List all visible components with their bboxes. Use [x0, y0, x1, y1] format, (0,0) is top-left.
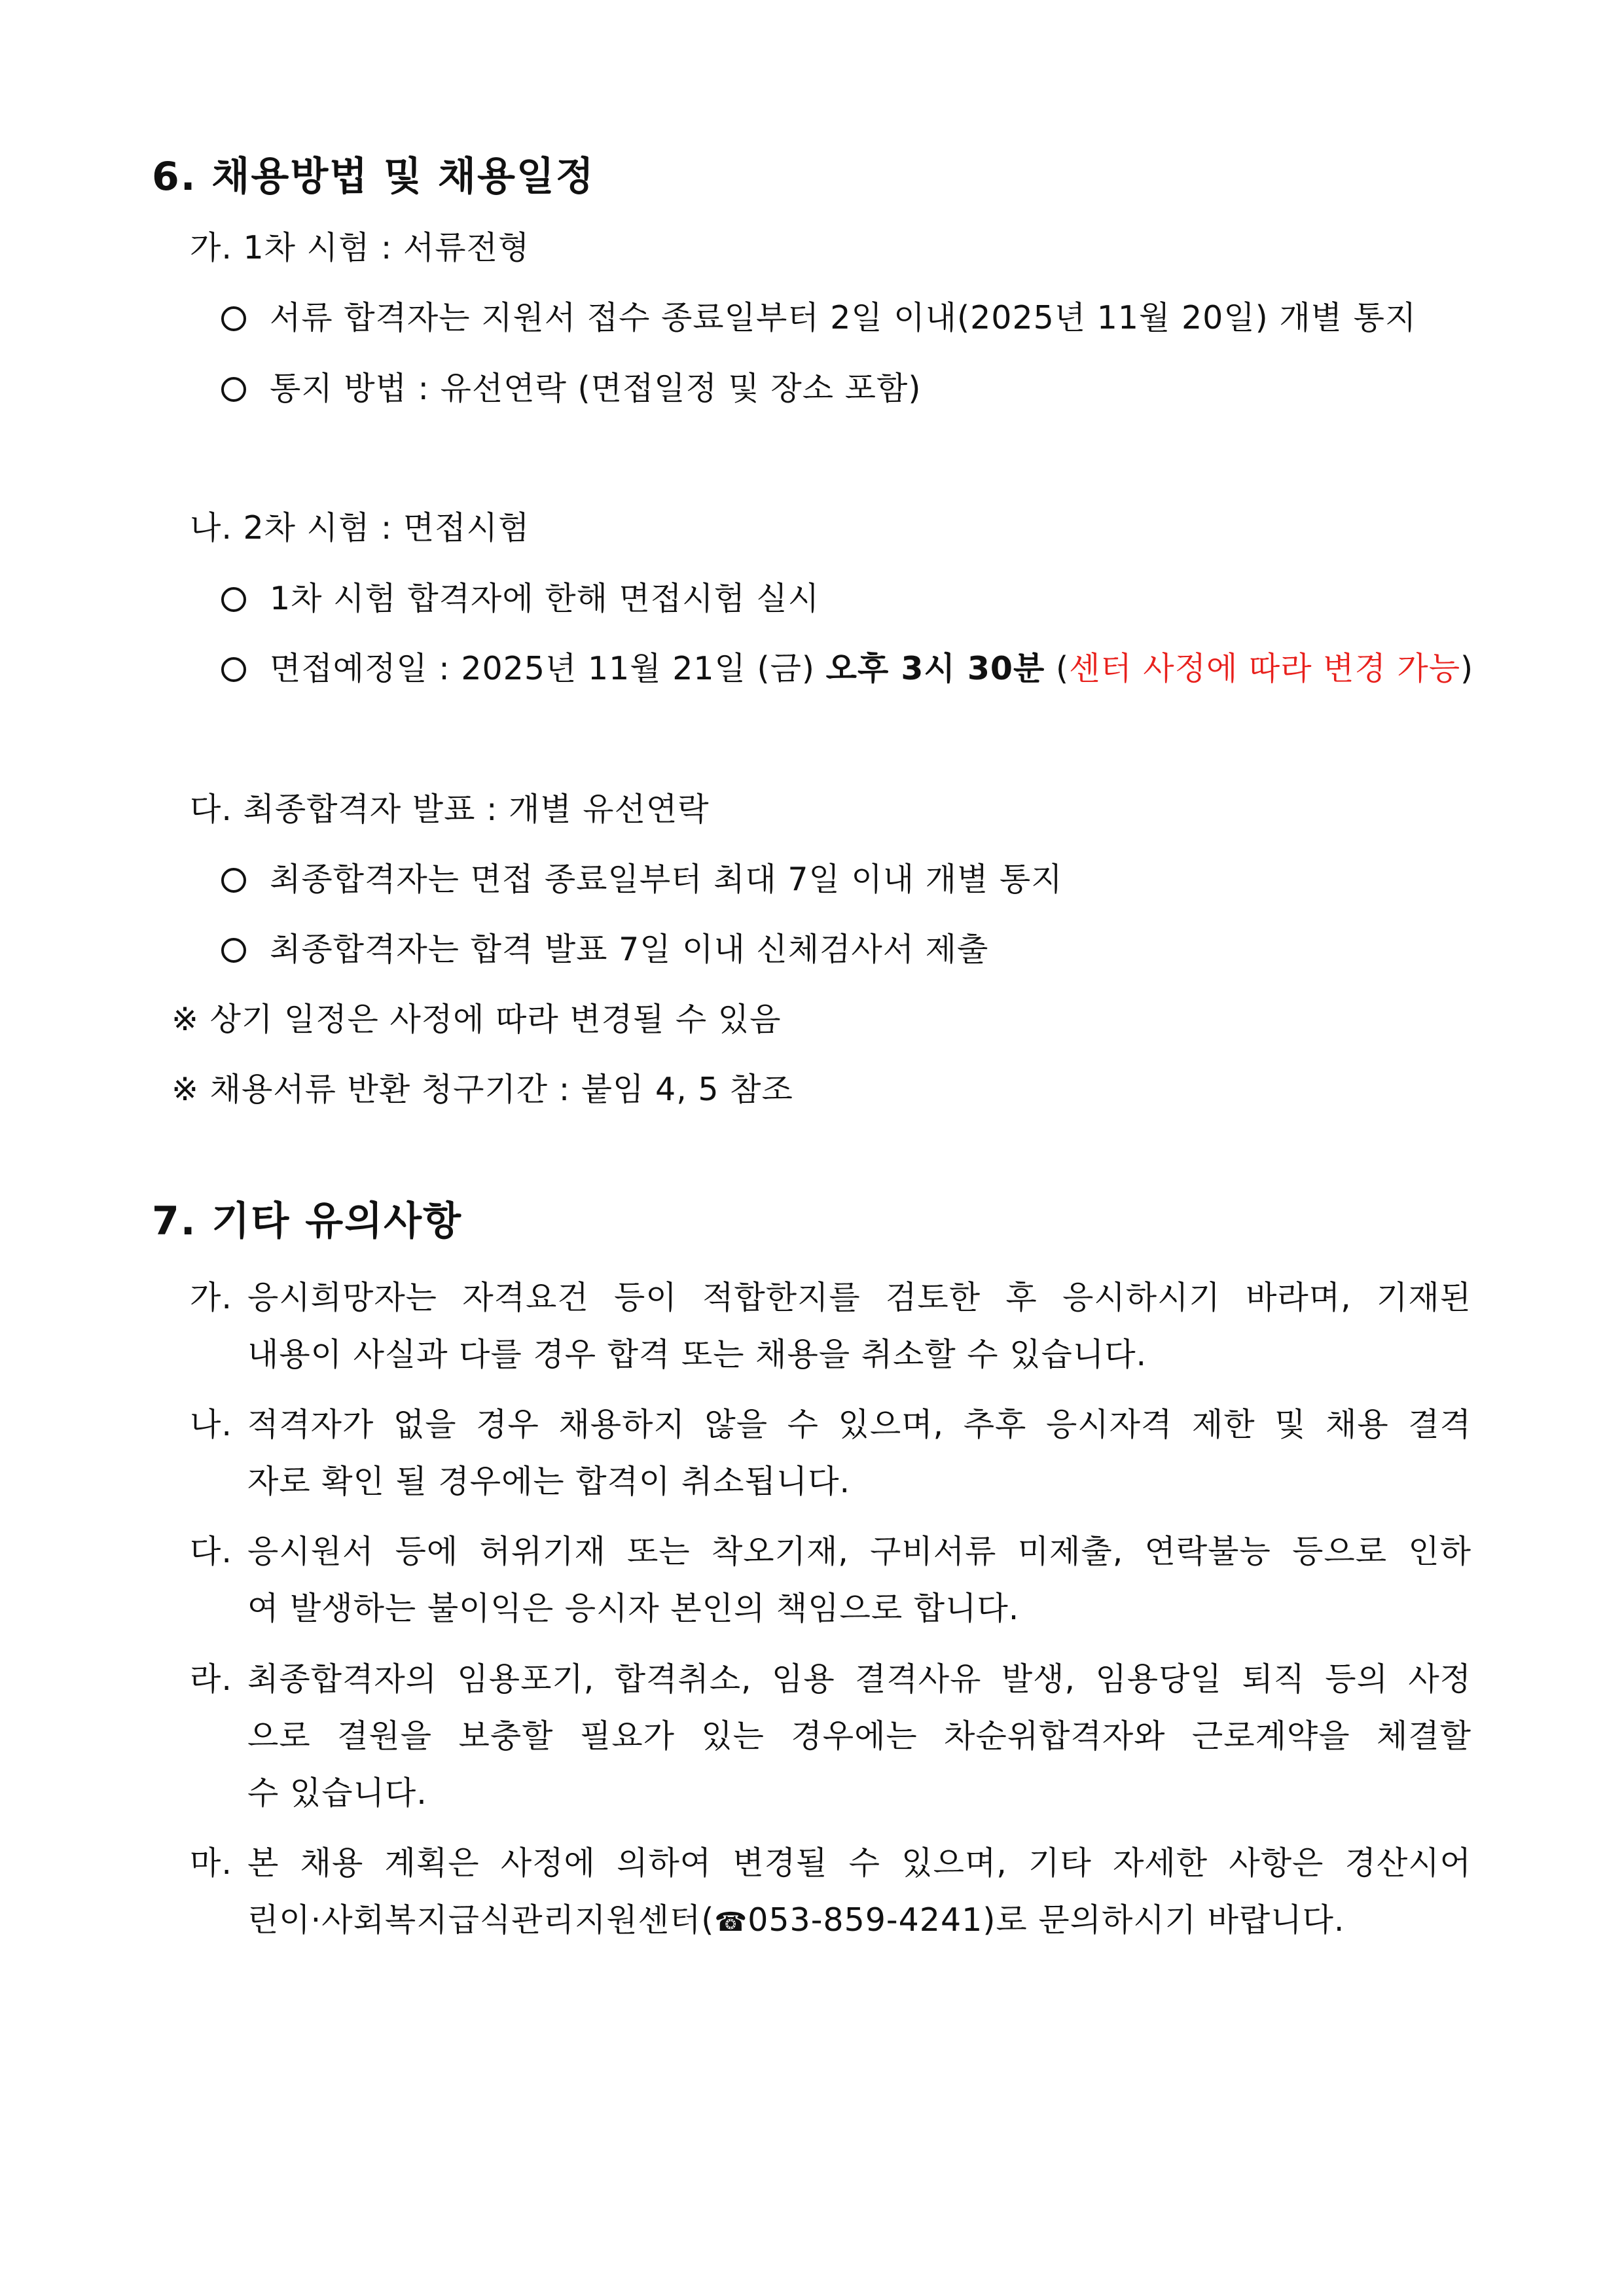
interview-time-text: 오후 3시 30분 — [825, 650, 1045, 687]
section-6-note-2: ※ 채용서류 반환 청구기간 : 붙임 4, 5 참조 — [171, 1071, 793, 1108]
item-text: 통지 방법 : 유선연락 (면접일정 및 장소 포함) — [270, 370, 922, 407]
phone-number-text: 053-859-4241)로 문의하시기 바랍니다. — [748, 1901, 1345, 1939]
section-7-item-1-line-2: 내용이 사실과 다를 경우 합격 또는 채용을 취소할 수 있습니다. — [247, 1336, 1147, 1373]
section-6-c-label: 다. 최종합격자 발표 : 개별 유선연락 — [190, 791, 710, 828]
paren-open: ( — [1055, 650, 1070, 687]
section-6-c-item-2 — [221, 924, 988, 970]
interview-date-text: 면접예정일 : 2025년 11월 21일 (금) — [270, 650, 816, 687]
section-6-note-1: ※ 상기 일정은 사정에 따라 변경될 수 있음 — [171, 1001, 782, 1038]
section-7-item-3-line-2: 여 발생하는 불이익은 응시자 본인의 책임으로 합니다. — [247, 1590, 1020, 1627]
section-6-a-item-2 — [221, 363, 921, 409]
item-text: 최종합격자는 합격 발표 7일 이내 신체검사서 제출 — [270, 931, 989, 968]
circle-bullet-icon — [221, 377, 246, 402]
circle-bullet-icon — [221, 938, 246, 963]
section-7-item-5-line-2 — [247, 1895, 1345, 1941]
section-7-item-2-line-1: 적격자가 없을 경우 채용하지 않을 수 있으며, 추후 응시자격 제한 및 채용 결격 — [247, 1406, 1471, 1443]
paren-close: ) — [1460, 650, 1474, 687]
circle-bullet-icon — [221, 587, 246, 612]
circle-bullet-icon — [221, 868, 246, 893]
section-7-item-4-line-1: 최종합격자의 임용포기, 합격취소, 임용 결격사유 발생, 임용당일 퇴직 등의 사정 — [247, 1660, 1471, 1698]
section-7-item-2-line-2: 자로 확인 될 경우에는 합격이 취소됩니다. — [247, 1463, 851, 1500]
item-text: 최종합격자는 면접 종료일부터 최대 7일 이내 개별 통지 — [270, 861, 1063, 898]
section-7-item-5-line-1: 본 채용 계획은 사정에 의하여 변경될 수 있으며, 기타 자세한 사항은 경산시어 — [247, 1844, 1471, 1882]
phone-icon: ☎ — [714, 1907, 748, 1937]
section-6-title: 6. 채용방법 및 채용일정 — [152, 154, 595, 200]
section-7-item-2-marker: 나. — [190, 1406, 232, 1443]
section-7-item-1-marker: 가. — [190, 1279, 232, 1316]
section-6-c-item-1 — [221, 854, 1063, 900]
section-7-item-4-line-2: 으로 결원을 보충할 필요가 있는 경우에는 차순위합격자와 근로계약을 체결할 — [247, 1717, 1471, 1755]
item-text: 1차 시험 합격자에 한해 면접시험 실시 — [270, 580, 820, 617]
section-6-b-label: 나. 2차 시험 : 면접시험 — [190, 509, 530, 547]
section-7-item-5-marker: 마. — [190, 1844, 232, 1882]
section-7-title: 7. 기타 유의사항 — [152, 1198, 463, 1244]
section-7-item-4-marker: 라. — [190, 1660, 232, 1698]
section-7-item-3-line-1: 응시원서 등에 허위기재 또는 착오기재, 구비서류 미제출, 연락불능 등으로 인하 — [247, 1533, 1471, 1570]
change-notice-text: 센터 사정에 따라 변경 가능 — [1069, 650, 1461, 687]
section-6-a-label: 가. 1차 시험 : 서류전형 — [190, 229, 530, 266]
section-7-item-1-line-1: 응시희망자는 자격요건 등이 적합한지를 검토한 후 응시하시기 바라며, 기재된 — [247, 1279, 1471, 1316]
section-6-b-item-1 — [221, 573, 820, 619]
circle-bullet-icon — [221, 657, 246, 682]
circle-bullet-icon — [221, 306, 246, 331]
section-6-a-item-1 — [221, 293, 1416, 338]
center-name-text: 린이·사회복지급식관리지원센터( — [247, 1901, 715, 1939]
section-7-item-3-marker: 다. — [190, 1533, 232, 1570]
item-text: 서류 합격자는 지원서 접수 종료일부터 2일 이내(2025년 11월 20일) 개별 통지 — [270, 299, 1417, 336]
section-6-b-item-2 — [221, 643, 1473, 689]
section-7-item-4-line-3: 수 있습니다. — [247, 1774, 427, 1812]
